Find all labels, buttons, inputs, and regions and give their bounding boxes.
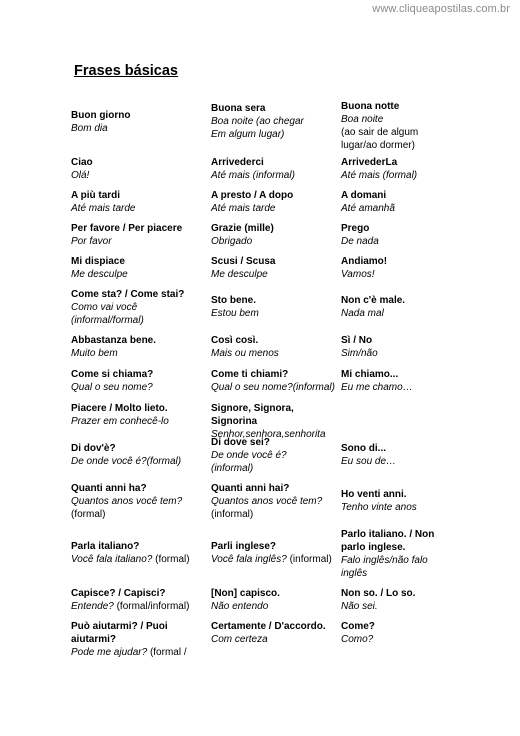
portuguese-translation: Até amanhã xyxy=(341,203,395,214)
phrase-cell xyxy=(71,156,203,182)
portuguese-translation: Qual o seu nome? xyxy=(71,382,153,393)
phrase-cell xyxy=(341,587,451,613)
phrase-cell xyxy=(71,109,203,135)
phrase-cell xyxy=(71,587,203,613)
phrase-cell xyxy=(211,436,335,475)
portuguese-translation: Prazer em conhecê-lo xyxy=(71,416,169,427)
italian-phrase: Per favore / Per piacere xyxy=(71,223,183,234)
usage-note: (formal) xyxy=(71,509,106,520)
phrase-cell xyxy=(211,482,335,521)
italian-phrase: Quanti anni ha? xyxy=(71,483,147,494)
phrase-cell xyxy=(341,189,451,215)
phrase-cell xyxy=(71,288,203,327)
italian-phrase: Grazie (mille) xyxy=(211,223,274,234)
phrase-cell xyxy=(211,294,335,320)
portuguese-translation: Por favor xyxy=(71,236,112,247)
phrase-cell xyxy=(71,368,203,394)
italian-phrase: Certamente / D'accordo. xyxy=(211,621,326,632)
phrase-cell xyxy=(341,368,451,394)
phrase-cell xyxy=(71,334,203,360)
portuguese-translation: Eu me chamo… xyxy=(341,382,413,393)
phrase-cell xyxy=(211,156,335,182)
portuguese-translation: Boa noite xyxy=(341,114,384,125)
italian-phrase: Non so. / Lo so. xyxy=(341,588,416,599)
portuguese-translation: Tenho vinte anos xyxy=(341,502,417,513)
portuguese-translation: Não sei. xyxy=(341,601,378,612)
phrase-cell xyxy=(211,255,335,281)
portuguese-translation: Como? xyxy=(341,634,374,645)
phrase-cell xyxy=(71,222,203,248)
italian-phrase: Può aiutarmi? / Puoi aiutarmi? xyxy=(71,621,168,645)
italian-phrase: Capisce? / Capisci? xyxy=(71,588,166,599)
italian-phrase: [Non] capisco. xyxy=(211,588,280,599)
italian-phrase: Parli inglese? xyxy=(211,541,277,552)
phrase-cell xyxy=(341,100,451,152)
italian-phrase: Di dov'è? xyxy=(71,443,116,454)
portuguese-translation: Quantos anos você tem? xyxy=(211,496,323,507)
portuguese-translation: Quantos anos você tem? xyxy=(71,496,183,507)
italian-phrase: Sono di... xyxy=(341,443,386,454)
italian-phrase: Buon giorno xyxy=(71,110,131,121)
phrase-cell xyxy=(341,334,451,360)
italian-phrase: Buona notte xyxy=(341,101,400,112)
phrase-cell xyxy=(341,620,451,646)
portuguese-translation: Vamos! xyxy=(341,269,375,280)
italian-phrase: Sto bene. xyxy=(211,295,257,306)
page-title: Frases básicas xyxy=(74,63,178,79)
phrase-cell xyxy=(341,255,451,281)
portuguese-translation: Pode me ajudar? (formal / xyxy=(71,647,187,658)
italian-phrase: Ho venti anni. xyxy=(341,489,407,500)
portuguese-translation: Muito bem xyxy=(71,348,118,359)
portuguese-translation: Bom dia xyxy=(71,123,108,134)
italian-phrase: Arrivederci xyxy=(211,157,264,168)
portuguese-translation: Até mais (informal) xyxy=(211,170,295,181)
italian-phrase: Signore, Signora, Signorina xyxy=(211,403,294,427)
portuguese-translation: Olá! xyxy=(71,170,90,181)
phrase-cell xyxy=(341,294,451,320)
portuguese-translation: Falo inglês/não falo xyxy=(341,555,428,566)
phrase-cell xyxy=(211,102,335,141)
italian-phrase: Scusi / Scusa xyxy=(211,256,276,267)
watermark: www.cliqueapostilas.com.br xyxy=(372,3,510,15)
italian-phrase: Così così. xyxy=(211,335,259,346)
phrase-cell xyxy=(71,189,203,215)
portuguese-translation: Você fala italiano? (formal) xyxy=(71,554,190,565)
italian-phrase: Parlo italiano. / Non parlo inglese. xyxy=(341,529,435,553)
portuguese-translation: inglês xyxy=(341,568,368,579)
phrase-cell xyxy=(71,482,203,521)
portuguese-translation: Eu sou de… xyxy=(341,456,397,467)
phrase-cell xyxy=(211,587,335,613)
formality-note: (informal) xyxy=(286,554,332,565)
italian-phrase: A domani xyxy=(341,190,387,201)
italian-phrase: Come sta? / Come stai? xyxy=(71,289,185,300)
usage-note: lugar/ao dormer) xyxy=(341,140,415,151)
portuguese-translation: Me desculpe xyxy=(211,269,268,280)
italian-phrase: Piacere / Molto lieto. xyxy=(71,403,168,414)
portuguese-translation: Qual o seu nome?(informal) xyxy=(211,382,335,393)
portuguese-translation: Não entendo xyxy=(211,601,269,612)
portuguese-translation: Você fala inglês? (informal) xyxy=(211,554,332,565)
italian-phrase: Quanti anni hai? xyxy=(211,483,290,494)
italian-phrase: Mi chiamo... xyxy=(341,369,399,380)
italian-phrase: Come si chiama? xyxy=(71,369,154,380)
usage-note: (informal) xyxy=(211,509,254,520)
italian-phrase: Sì / No xyxy=(341,335,373,346)
formality-note: (formal) xyxy=(152,554,190,565)
portuguese-translation: Mais ou menos xyxy=(211,348,279,359)
phrase-cell xyxy=(341,442,451,468)
phrase-cell xyxy=(341,488,451,514)
portuguese-translation: Até mais tarde xyxy=(71,203,136,214)
portuguese-translation: Me desculpe xyxy=(71,269,128,280)
italian-phrase: Di dove sei? xyxy=(211,437,270,448)
portuguese-translation: De onde você é? xyxy=(211,450,287,461)
formality-note: (formal / xyxy=(147,647,187,658)
portuguese-translation: Senhor,senhora,senhorita xyxy=(211,429,326,440)
portuguese-translation: Sim/não xyxy=(341,348,378,359)
italian-phrase: Prego xyxy=(341,223,370,234)
portuguese-translation: De nada xyxy=(341,236,379,247)
portuguese-translation: De onde você é?(formal) xyxy=(71,456,182,467)
portuguese-translation: (informal/formal) xyxy=(71,315,144,326)
portuguese-translation: Boa noite (ao chegar xyxy=(211,116,304,127)
portuguese-translation: Entende? (formal/informal) xyxy=(71,601,190,612)
phrase-cell xyxy=(341,528,451,580)
formality-note: (formal/informal) xyxy=(113,601,190,612)
phrase-cell xyxy=(71,540,203,566)
portuguese-translation: Com certeza xyxy=(211,634,268,645)
italian-phrase: Come? xyxy=(341,621,375,632)
italian-phrase: Mi dispiace xyxy=(71,256,125,267)
portuguese-translation: Nada mal xyxy=(341,308,384,319)
phrase-cell xyxy=(71,402,203,428)
usage-note: (ao sair de algum xyxy=(341,127,419,138)
phrase-cell xyxy=(211,540,335,566)
italian-phrase: Come ti chiami? xyxy=(211,369,289,380)
italian-phrase: A più tardi xyxy=(71,190,121,201)
phrase-cell xyxy=(341,222,451,248)
portuguese-translation: Obrigado xyxy=(211,236,253,247)
portuguese-translation: Até mais (formal) xyxy=(341,170,418,181)
italian-phrase: Abbastanza bene. xyxy=(71,335,157,346)
phrase-cell xyxy=(71,620,203,659)
phrase-cell xyxy=(211,334,335,360)
phrase-cell xyxy=(71,442,203,468)
portuguese-translation: Em algum lugar) xyxy=(211,129,285,140)
italian-phrase: Non c'è male. xyxy=(341,295,406,306)
portuguese-translation: Estou bem xyxy=(211,308,259,319)
italian-phrase: ArrivederLa xyxy=(341,157,398,168)
italian-phrase: Andiamo! xyxy=(341,256,388,267)
phrase-cell xyxy=(341,156,451,182)
portuguese-translation: (informal) xyxy=(211,463,254,474)
italian-phrase: Buona sera xyxy=(211,103,266,114)
italian-phrase: A presto / A dopo xyxy=(211,190,294,201)
portuguese-translation: Como vai você xyxy=(71,302,138,313)
phrase-cell xyxy=(211,189,335,215)
phrase-cell xyxy=(211,620,335,646)
italian-phrase: Parla italiano? xyxy=(71,541,140,552)
phrase-cell xyxy=(211,368,335,394)
portuguese-translation: Até mais tarde xyxy=(211,203,276,214)
phrase-cell xyxy=(211,222,335,248)
italian-phrase: Ciao xyxy=(71,157,93,168)
phrase-cell xyxy=(71,255,203,281)
